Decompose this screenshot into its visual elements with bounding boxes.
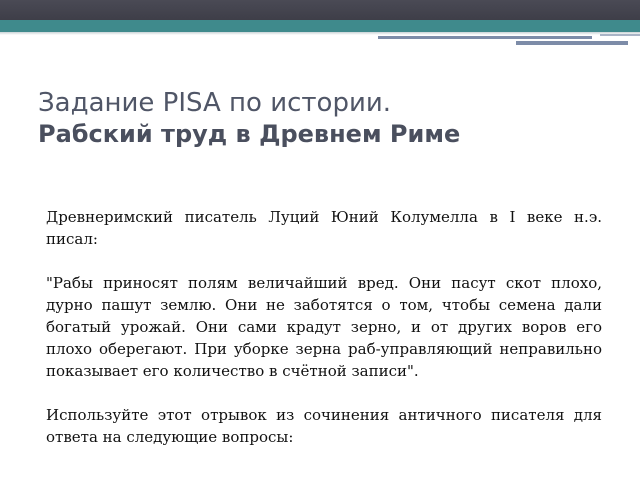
header-band-teal bbox=[0, 20, 640, 32]
header-band-dark bbox=[0, 0, 640, 20]
accent-line bbox=[516, 41, 628, 45]
instruction-paragraph: Используйте этот отрывок из сочинения античного писателя для ответа на следующие вопросы: bbox=[46, 406, 602, 446]
slide-body bbox=[46, 206, 602, 470]
accent-line bbox=[600, 34, 640, 36]
header-band-shadow bbox=[0, 32, 640, 35]
accent-line bbox=[378, 36, 592, 39]
title-line-2: Рабский труд в Древнем Риме bbox=[38, 120, 461, 148]
title-line-1: Задание PISA по истории. bbox=[38, 88, 392, 118]
slide-title bbox=[38, 88, 618, 150]
quote-paragraph: "Рабы приносят полям величайший вред. Они пасут скот плохо, дурно пашут землю. Они не заботятся о том, чтобы семена дали богатый урожай. Они сами крадут зерно, и от других воров его плохо оберегают. При уборке зерна раб-управляющий неправильно показывает его количество в счётной записи". bbox=[46, 274, 602, 380]
intro-paragraph: Древнеримский писатель Луций Юний Колумелла в I веке н.э. писал: bbox=[46, 208, 602, 248]
